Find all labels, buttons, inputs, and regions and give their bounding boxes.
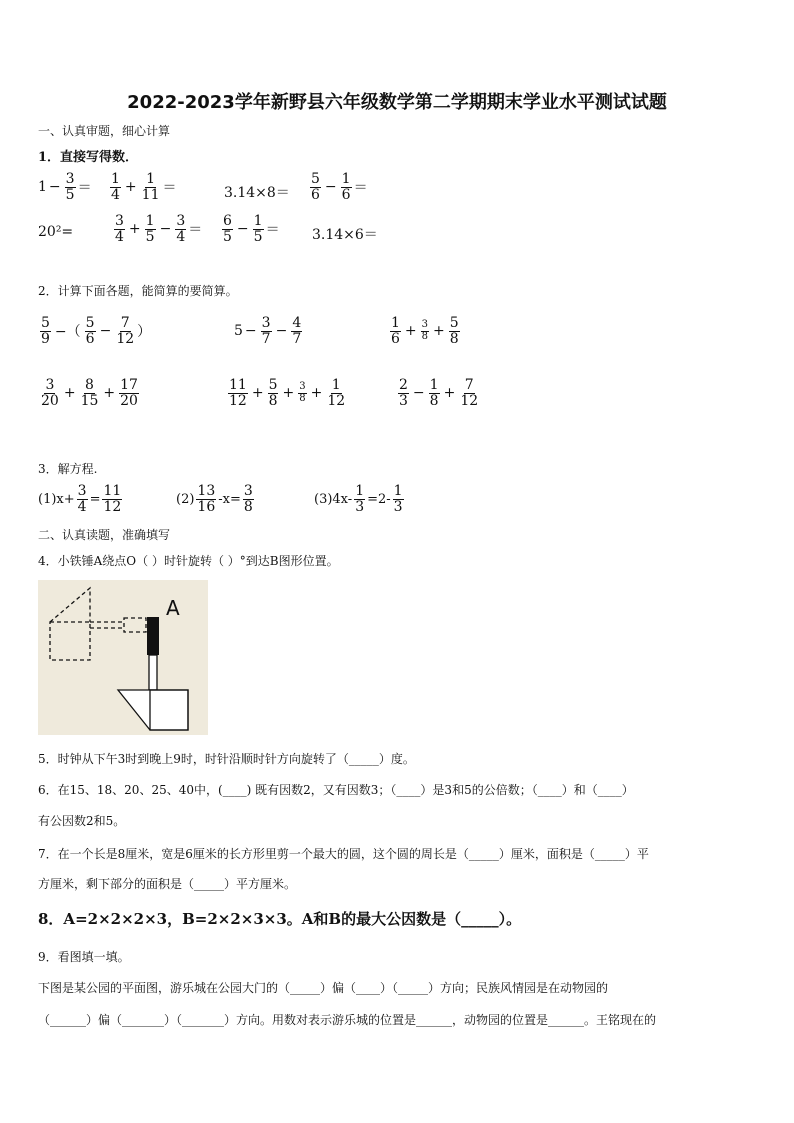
- question-7-line-1: 7．在一个长是8厘米，宽是6厘米的长方形里剪一个最大的圆，这个圆的周长是（_____）厘米，面积是（_____）平: [38, 847, 649, 861]
- question-9-line-2: （______）偏（_______）（_______）方向。用数对表示游乐城的位置是______，动物园的位置是______。王铭现在的: [38, 1013, 657, 1027]
- q1-item-g: 6 5 − $\frac{1}{5}$ ＝: [223, 213, 280, 245]
- hammer-diagram: [38, 580, 208, 735]
- question-5: 5．时钟从下午3时到晚上9时，时针沿顺时针方向旋转了（_____）度。: [38, 752, 415, 766]
- question-8: 8．A=2×2×2×3，B=2×2×3×3。A和B的最大公因数是（_____）。: [38, 910, 522, 928]
- question-6-line-1: 6．在15、18、20、25、40中，(____) 既有因数2，又有因数3；（____）是3和5的公倍数；（____）和（____）: [38, 783, 634, 797]
- section-1-heading: 一、认真审题，细心计算: [38, 124, 171, 138]
- question-1: 1．直接写得数．: [38, 150, 139, 165]
- hammer-rotation-figure: [38, 580, 208, 735]
- q2-expr-5: 11 12 + $\frac{5}{8}$ + $\frac{3}{8}$ + $\frac{1}{12}$: [229, 377, 346, 409]
- question-6-line-2: 有公因数2和5。: [38, 814, 126, 828]
- q2-expr-6: 2 3 − $\frac{1}{8}$ + $\frac{7}{12}$: [399, 377, 479, 409]
- q1-item-c: 3.14×8＝: [224, 185, 290, 201]
- q1-item-a: 1 − $\frac{3}{5}$ ＝: [38, 171, 92, 203]
- question-9-line-1: 下图是某公园的平面图，游乐城在公园大门的（_____）偏（____）（_____）方向；民族风情园是在动物园的: [38, 981, 609, 995]
- question-2: 2．计算下面各题，能简算的要简算。: [38, 284, 238, 298]
- question-7-line-2: 方厘米，剩下部分的面积是（_____）平方厘米。: [38, 877, 297, 891]
- figure-label-a: A: [166, 596, 180, 620]
- q1-item-b: 1 4 + $\frac{1}{11}$ ＝: [111, 171, 177, 203]
- q2-expr-4: 3 20 + $\frac{8}{15}$ + $\frac{17}{20}$: [41, 377, 138, 409]
- q2-expr-3: 1 6 + $\frac{3}{8}$ + $\frac{5}{8}$: [391, 315, 459, 347]
- q3-eq-2: (2) 13 16 -x= $\frac{3}{8}$: [176, 483, 253, 515]
- q2-expr-2: 5 − $\frac{3}{7}$ − $\frac{4}{7}$: [234, 315, 302, 347]
- question-3: 3．解方程.: [38, 462, 98, 476]
- page-title: 2022-2023学年新野县六年级数学第二学期期末学业水平测试试题: [127, 92, 667, 113]
- q3-eq-3: (3)4x- $\frac{1}{3}$ =2- 1 3: [314, 483, 403, 515]
- q3-eq-1: (1)x+ $\frac{3}{4}$ = $\frac{11}{12}$: [38, 483, 122, 515]
- q1-item-e: 20²=: [38, 224, 74, 240]
- question-4: 4．小铁锤A绕点O（ ）时针旋转（ ）°到达B图形位置。: [38, 554, 339, 568]
- q1-item-d: 5 6 − $\frac{1}{6}$ ＝: [311, 171, 368, 203]
- q2-expr-1: 5 9 −（ 5 6 − $\frac{7}{12}$ ）: [41, 315, 152, 347]
- question-9: 9．看图填一填。: [38, 950, 130, 964]
- q1-item-f: 3 4 + $\frac{1}{5}$ − $\frac{3}{4}$ ＝: [115, 213, 203, 245]
- q1-item-h: 3.14×6＝: [312, 227, 378, 243]
- section-2-heading: 二、认真读题，准确填写: [38, 528, 171, 542]
